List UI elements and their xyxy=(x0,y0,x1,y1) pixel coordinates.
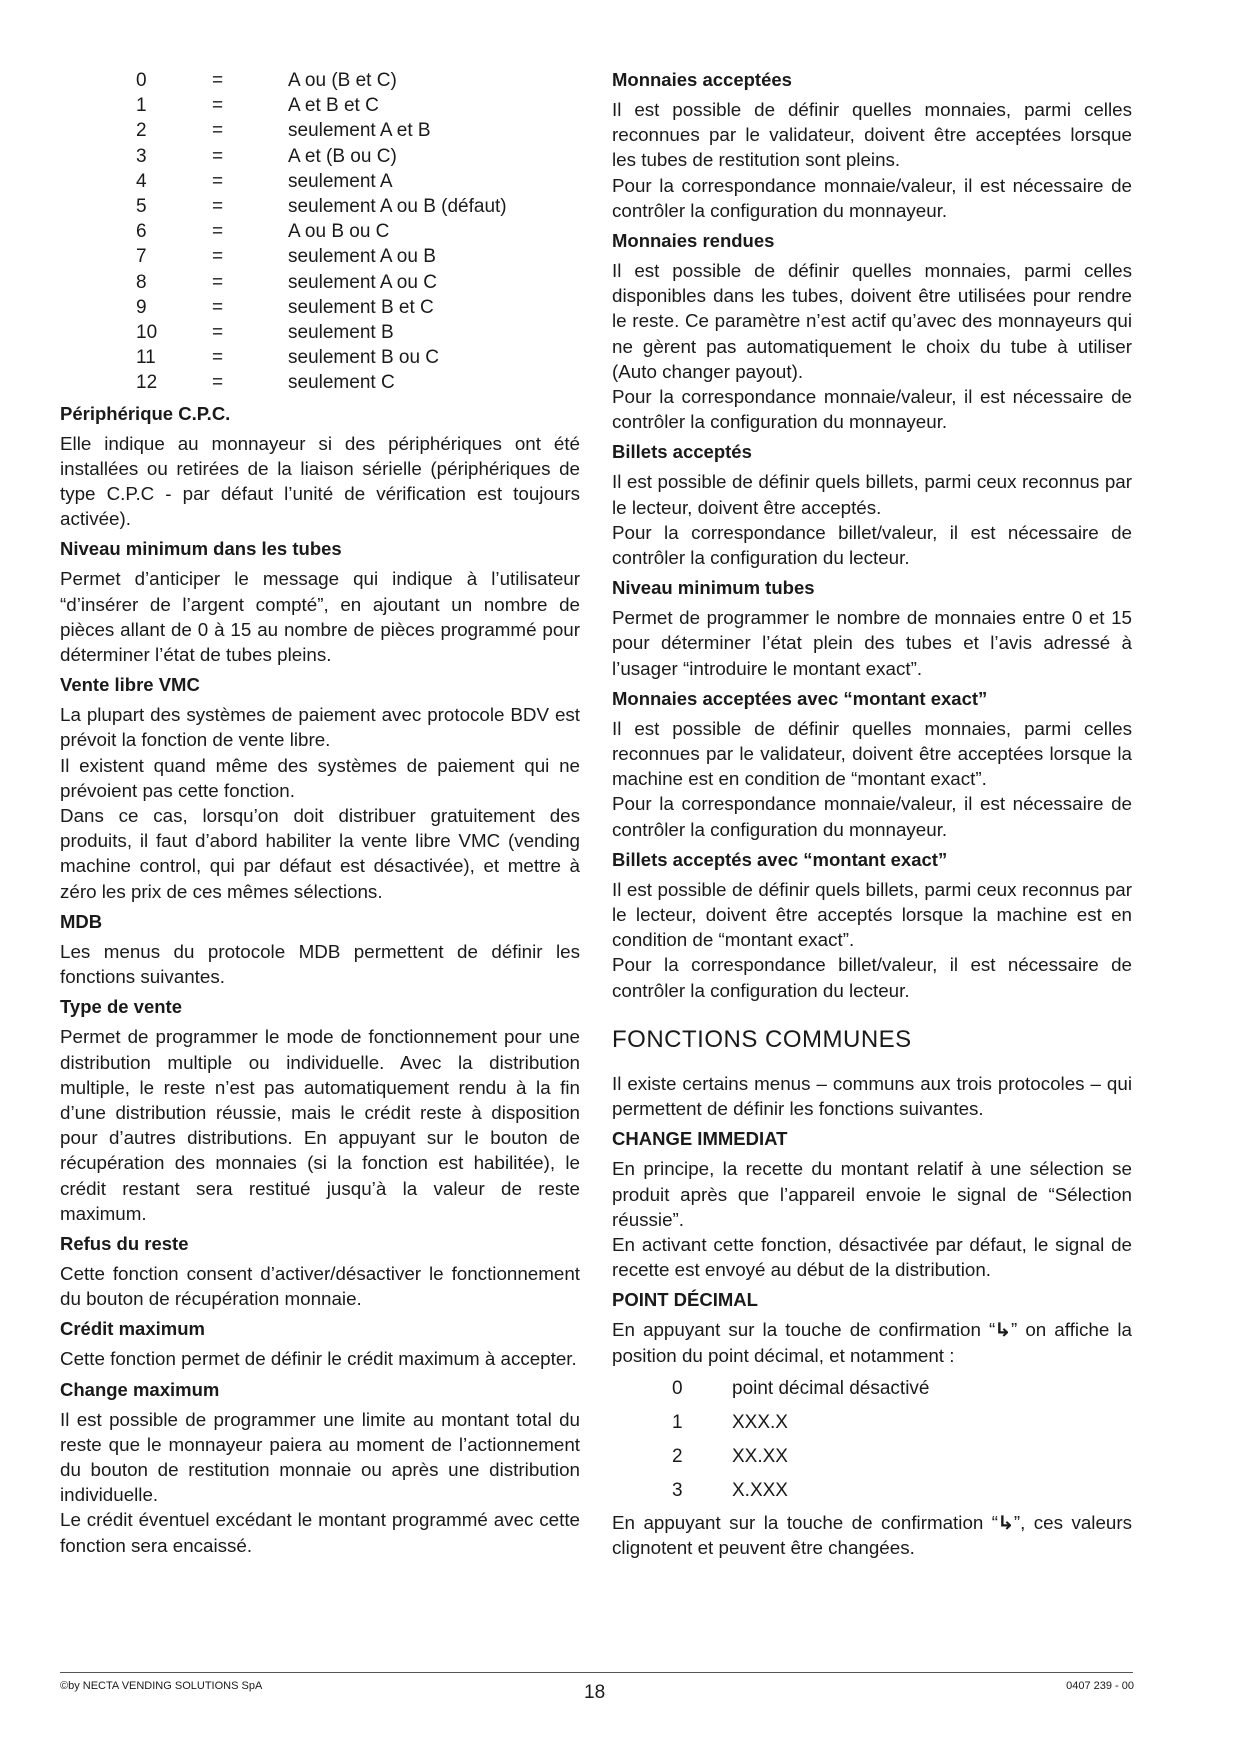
combination-number: 6 xyxy=(136,221,147,243)
paragraph: Pour la correspondance billet/valeur, il est nécessaire de contrôler la configuration du lecteur. xyxy=(612,954,1132,1001)
combination-value: seulement A xyxy=(288,170,393,192)
combination-value: seulement B xyxy=(288,322,394,344)
paragraph: Elle indique au monnayeur si des périphériques ont été installées ou retirées de la liaison sérielle (périphériques de type C.P.C - par défaut l’unité de vérification est toujours activée). xyxy=(60,432,580,530)
combination-item xyxy=(136,270,580,295)
combination-number: 11 xyxy=(136,347,156,369)
text-span: En appuyant sur la touche de confirmation “ xyxy=(612,1511,999,1533)
equals-sign: = xyxy=(212,221,224,243)
equals-sign: = xyxy=(212,296,224,318)
footer-copyright: ©by NECTA VENDING SOLUTIONS SpA xyxy=(60,1680,263,1692)
paragraph: Permet de programmer le mode de fonctionnement pour une distribution multiple ou individuelle. Avec la distribution multiple, le reste n’est pas automatiquement rendu à la fin d’une distribution réussie, mais le crédit reste à disposition pour d’autres distributions. En appuyant sur le bouton de récupération des monnaies (si la fonction est habilitée), le crédit restant sera restitué jusqu’à la valeur de reste maximum. xyxy=(60,1026,580,1224)
equals-sign: = xyxy=(212,120,224,142)
combination-number: 2 xyxy=(136,120,147,142)
decimal-number: 0 xyxy=(672,1377,683,1399)
combination-item xyxy=(136,144,580,169)
paragraph: En activant cette fonction, désactivée par défaut, le signal de recette est envoyé au début de la distribution. xyxy=(612,1233,1132,1281)
section-title-niveau-minimum-tubes: Niveau minimum tubes xyxy=(612,577,815,599)
decimal-option xyxy=(672,1474,1132,1508)
combination-number: 1 xyxy=(136,95,147,117)
paragraph: Pour la correspondance monnaie/valeur, il est nécessaire de contrôler la configuration du monnayeur. xyxy=(612,793,1132,840)
section-title-niveau-minimum: Niveau minimum dans les tubes xyxy=(60,538,342,560)
combination-item xyxy=(136,194,580,219)
paragraph: Pour la correspondance billet/valeur, il est nécessaire de contrôler la configuration du lecteur. xyxy=(612,521,1132,569)
paragraph: Il est possible de définir quelles monnaies, parmi celles reconnues par le validateur, doivent être acceptées lorsque les tubes de restitution sont pleins. xyxy=(612,99,1132,171)
combination-value: A et (B ou C) xyxy=(288,145,397,167)
paragraph: Il est possible de définir quelles monnaies, parmi celles reconnues par le validateur, doivent être acceptées lorsque la machine est en condition de “montant exact”. xyxy=(612,717,1132,790)
equals-sign: = xyxy=(212,95,224,117)
decimal-format: point décimal désactivé xyxy=(732,1377,930,1399)
decimal-format: XXX.X xyxy=(732,1411,788,1433)
right-column xyxy=(612,68,1132,1560)
decimal-format: X.XXX xyxy=(732,1479,788,1501)
paragraph xyxy=(612,1317,1132,1367)
combination-item xyxy=(136,118,580,143)
decimal-number: 3 xyxy=(672,1479,683,1501)
combination-value: seulement A ou B xyxy=(288,246,436,268)
combination-number: 3 xyxy=(136,145,147,167)
paragraph: Cette fonction permet de définir le crédit maximum à accepter. xyxy=(60,1348,577,1370)
paragraph: Cette fonction consent d’activer/désactiver le fonctionnement du bouton de récupération monnaie. xyxy=(60,1262,580,1310)
combination-number: 5 xyxy=(136,196,147,218)
combination-number: 7 xyxy=(136,246,147,268)
section-title-monnaies-acceptees: Monnaies acceptées xyxy=(612,69,792,90)
equals-sign: = xyxy=(212,70,224,91)
combination-list xyxy=(136,68,580,396)
text-span: ” on affiche la position du point décimal, et notamment : xyxy=(612,1319,1132,1366)
combination-value: seulement B ou C xyxy=(288,347,440,369)
section-title-refus-du-reste: Refus du reste xyxy=(60,1232,189,1254)
equals-sign: = xyxy=(212,347,224,369)
decimal-option xyxy=(672,1372,1132,1406)
paragraph: Pour la correspondance monnaie/valeur, il est nécessaire de contrôler la configuration du monnayeur. xyxy=(612,174,1132,221)
paragraph: Il est possible de programmer une limite au montant total du reste que le monnayeur paiera au moment de l’actionnement du bouton de restitution monnaie ou après une distribution individuelle. xyxy=(60,1408,580,1506)
paragraph: En principe, la recette du montant relatif à une sélection se produit après que l’appareil envoie le signal de “Sélection réussie”. xyxy=(612,1158,1132,1230)
equals-sign: = xyxy=(212,196,224,218)
section-title-monnaies-rendues: Monnaies rendues xyxy=(612,230,775,252)
decimal-list xyxy=(672,1372,1132,1508)
combination-value: A ou (B et C) xyxy=(288,70,397,91)
combination-item xyxy=(136,370,580,395)
section-title-vente-libre: Vente libre VMC xyxy=(60,674,200,696)
equals-sign: = xyxy=(212,246,224,268)
equals-sign: = xyxy=(212,271,224,293)
paragraph: Permet de programmer le nombre de monnaies entre 0 et 15 pour déterminer l’état plein des tubes et l’avis adressé à l’usager “introduire le montant exact”. xyxy=(612,607,1132,679)
combination-value: seulement C xyxy=(288,372,395,394)
text-span: En appuyant sur la touche de confirmation “ xyxy=(612,1319,996,1341)
equals-sign: = xyxy=(212,322,224,344)
combination-value: seulement B et C xyxy=(288,296,434,318)
combination-item xyxy=(136,93,580,118)
section-title-billets-montant-exact: Billets acceptés avec “montant exact” xyxy=(612,848,948,870)
paragraph: La plupart des systèmes de paiement avec protocole BDV est prévoit la fonction de vente libre. xyxy=(60,704,580,751)
decimal-option xyxy=(672,1406,1132,1440)
paragraph: Permet d’anticiper le message qui indique à l’utilisateur “d’insérer de l’argent compté”, en ajoutant un nombre de pièces allant de 0 à 15 au nombre de pièces programmé pour déterminer l’état de tubes pleins. xyxy=(60,568,580,666)
combination-item xyxy=(136,219,580,244)
section-title-billets-acceptes: Billets acceptés xyxy=(612,441,752,463)
combination-value: seulement A ou B (défaut) xyxy=(288,196,507,218)
decimal-option xyxy=(672,1440,1132,1474)
document-code: 0407 239 - 00 xyxy=(1066,1680,1134,1692)
section-title-type-de-vente: Type de vente xyxy=(60,996,183,1018)
equals-sign: = xyxy=(212,170,224,192)
combination-number: 8 xyxy=(136,271,147,293)
paragraph: Il est possible de définir quels billets, parmi ceux reconnus par le lecteur, doivent être acceptés lorsque la machine est en condition de “montant exact”. xyxy=(612,878,1132,951)
combination-number: 12 xyxy=(136,372,158,394)
section-title-peripherique: Périphérique C.P.C. xyxy=(60,402,231,424)
section-title-credit-maximum: Crédit maximum xyxy=(60,1318,205,1340)
combination-item xyxy=(136,320,580,345)
combination-item xyxy=(136,169,580,194)
footer-divider xyxy=(60,1672,1133,1673)
paragraph: Il existe certains menus – communs aux trois protocoles – qui permettent de définir les fonctions suivantes. xyxy=(612,1072,1132,1120)
paragraph: Il est possible de définir quelles monnaies, parmi celles disponibles dans les tubes, doivent être utilisées pour rendre le reste. Ce paramètre n’est actif qu’avec des monnayeurs qui ne gèrent pas automatiquement le choix du tube à utiliser (Auto changer payout). xyxy=(612,260,1132,382)
page-number: 18 xyxy=(584,1682,606,1703)
combination-value: A et B et C xyxy=(288,95,379,117)
section-title-mdb: MDB xyxy=(60,910,103,932)
combination-number: 0 xyxy=(136,70,147,91)
decimal-format: XX.XX xyxy=(732,1445,788,1467)
section-title-monnaies-montant-exact: Monnaies acceptées avec “montant exact” xyxy=(612,687,988,709)
combination-item xyxy=(136,244,580,269)
combination-value: seulement A ou C xyxy=(288,271,437,293)
confirm-key-icon: ↳ xyxy=(997,1511,1015,1533)
combination-value: A ou B ou C xyxy=(288,221,390,243)
equals-sign: = xyxy=(212,372,224,394)
paragraph: Pour la correspondance monnaie/valeur, il est nécessaire de contrôler la configuration du monnayeur. xyxy=(612,386,1132,433)
equals-sign: = xyxy=(212,145,224,167)
paragraph: Dans ce cas, lorsqu’on doit distribuer gratuitement des produits, il faut d’abord habiliter la vente libre VMC (vending machine control, qui par défaut est désactivée), et mettre à zéro les prix de ces mêmes sélections. xyxy=(60,805,580,902)
decimal-number: 2 xyxy=(672,1445,683,1467)
combination-item xyxy=(136,295,580,320)
paragraph xyxy=(612,1510,1132,1560)
section-title-point-decimal: POINT DÉCIMAL xyxy=(612,1289,758,1311)
paragraph: Les menus du protocole MDB permettent de définir les fonctions suivantes. xyxy=(60,940,580,988)
section-title-change-immediat: CHANGE IMMEDIAT xyxy=(612,1128,788,1150)
section-title-change-maximum: Change maximum xyxy=(60,1378,220,1400)
combination-item xyxy=(136,68,580,93)
paragraph: Le crédit éventuel excédant le montant programmé avec cette fonction sera encaissé. xyxy=(60,1509,580,1556)
combination-number: 9 xyxy=(136,296,147,318)
combination-item xyxy=(136,345,580,370)
combination-number: 10 xyxy=(136,322,158,344)
confirm-key-icon: ↳ xyxy=(994,1319,1012,1341)
combination-value: seulement A et B xyxy=(288,120,431,142)
chapter-title-fonctions-communes: FONCTIONS COMMUNES xyxy=(612,1025,912,1053)
left-column xyxy=(60,68,580,1558)
paragraph: Il existent quand même des systèmes de paiement qui ne prévoient pas cette fonction. xyxy=(60,754,580,801)
text-span: ”, ces valeurs clignotent et peuvent être changées. xyxy=(612,1511,1132,1558)
combination-number: 4 xyxy=(136,170,147,192)
paragraph: Il est possible de définir quels billets, parmi ceux reconnus par le lecteur, doivent être acceptés. xyxy=(612,471,1132,518)
decimal-number: 1 xyxy=(672,1411,683,1433)
